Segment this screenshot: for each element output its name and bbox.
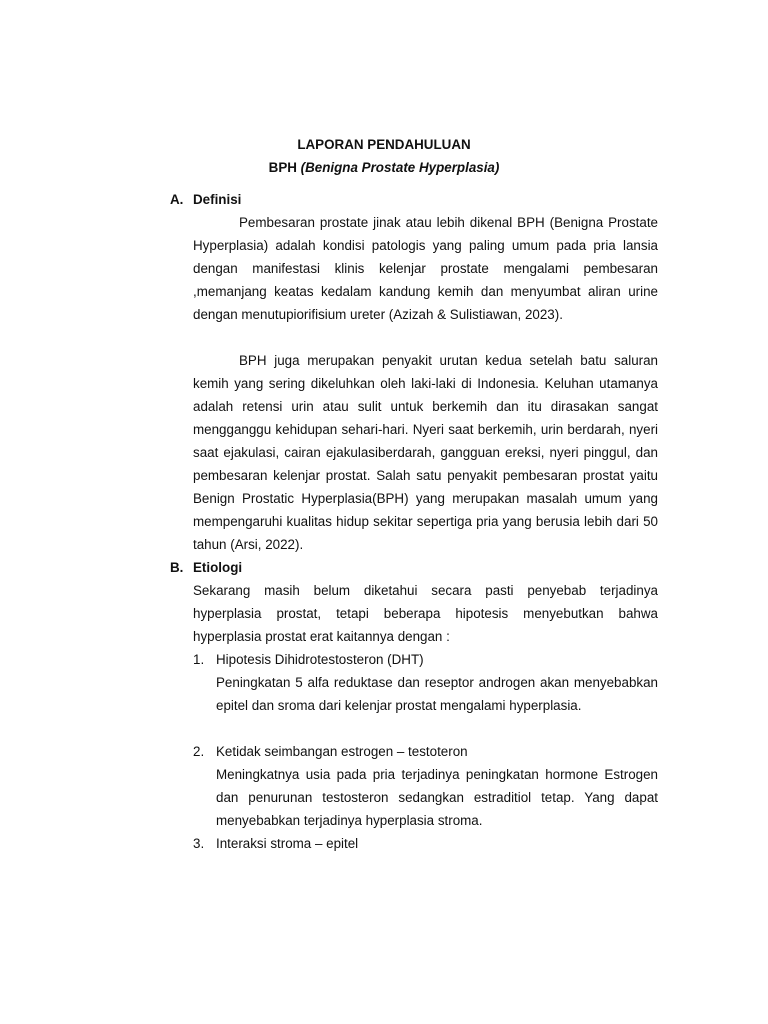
section-b-heading (170, 556, 242, 579)
section-b-letter: B. (170, 560, 184, 575)
list-item-1-number: 1. (193, 652, 205, 667)
document-title: LAPORAN PENDAHULUAN (297, 137, 471, 152)
list-item-2-number: 2. (193, 744, 205, 759)
section-b-title: Etiologi (193, 560, 243, 575)
section-a-title: Definisi (193, 192, 242, 207)
list-item-3-number: 3. (193, 836, 205, 851)
list-item-2-body: Meningkatnya usia pada pria terjadinya peningkatan hormone Estrogen dan penurunan testosteron sedangkan estraditiol tetap. Yang dapat menyebabkan terjadinya hyperplasia stroma. (216, 767, 658, 828)
list-item-1-title: Hipotesis Dihidrotestosteron (DHT) (216, 652, 424, 667)
list-item-2-heading (193, 740, 468, 763)
subtitle-prefix: BPH (268, 160, 301, 175)
list-item-3-title: Interaksi stroma – epitel (216, 836, 359, 851)
section-a-paragraph-2: BPH juga merupakan penyakit urutan kedua setelah batu saluran kemih yang sering dikeluhkan oleh laki-laki di Indonesia. Keluhan utamanya adalah retensi urin atau sulit untuk berkemih dan itu dirasakan sangat mengganggu kehidupan sehari-hari. Nyeri saat berkemih, urin berdarah, nyeri saat ejakulasi, cairan ejakulasiberdarah, gangguan ereksi, nyeri pinggul, dan pembesaran kelenjar prostat. Salah satu penyakit pembesaran prostat yaitu Benign Prostatic Hyperplasia(BPH) yang merupakan masalah umum yang mempengaruhi kualitas hidup sekitar sepertiga pria yang berusia lebih dari 50 tahun (Arsi, 2022). (193, 353, 658, 552)
section-a-letter: A. (170, 192, 184, 207)
list-item-1-body: Peningkatan 5 alfa reduktase dan reseptor androgen akan menyebabkan epitel dan sroma dari kelenjar prostat mengalami hyperplasia. (216, 675, 658, 713)
subtitle-italic: (Benigna Prostate Hyperplasia) (300, 160, 500, 175)
document-subtitle (0, 156, 768, 179)
section-b-intro: Sekarang masih belum diketahui secara pasti penyebab terjadinya hyperplasia prostat, tetapi beberapa hipotesis menyebutkan bahwa hyperplasia prostat erat kaitannya dengan : (193, 583, 658, 644)
section-a-paragraph-1: Pembesaran prostate jinak atau lebih dikenal BPH (Benigna Prostate Hyperplasia) adalah kondisi patologis yang paling umum pada pria lansia dengan manifestasi klinis kelenjar prostate mengalami pembesaran ,memanjang keatas kedalam kandung kemih dan menyumbat aliran urine dengan menutupiorifisium ureter (Azizah & Sulistiawan, 2023). (193, 215, 658, 322)
section-a-heading (170, 188, 241, 211)
list-item-1-heading (193, 648, 424, 671)
list-item-2-title: Ketidak seimbangan estrogen – testoteron (216, 744, 468, 759)
list-item-3-heading (193, 832, 358, 855)
